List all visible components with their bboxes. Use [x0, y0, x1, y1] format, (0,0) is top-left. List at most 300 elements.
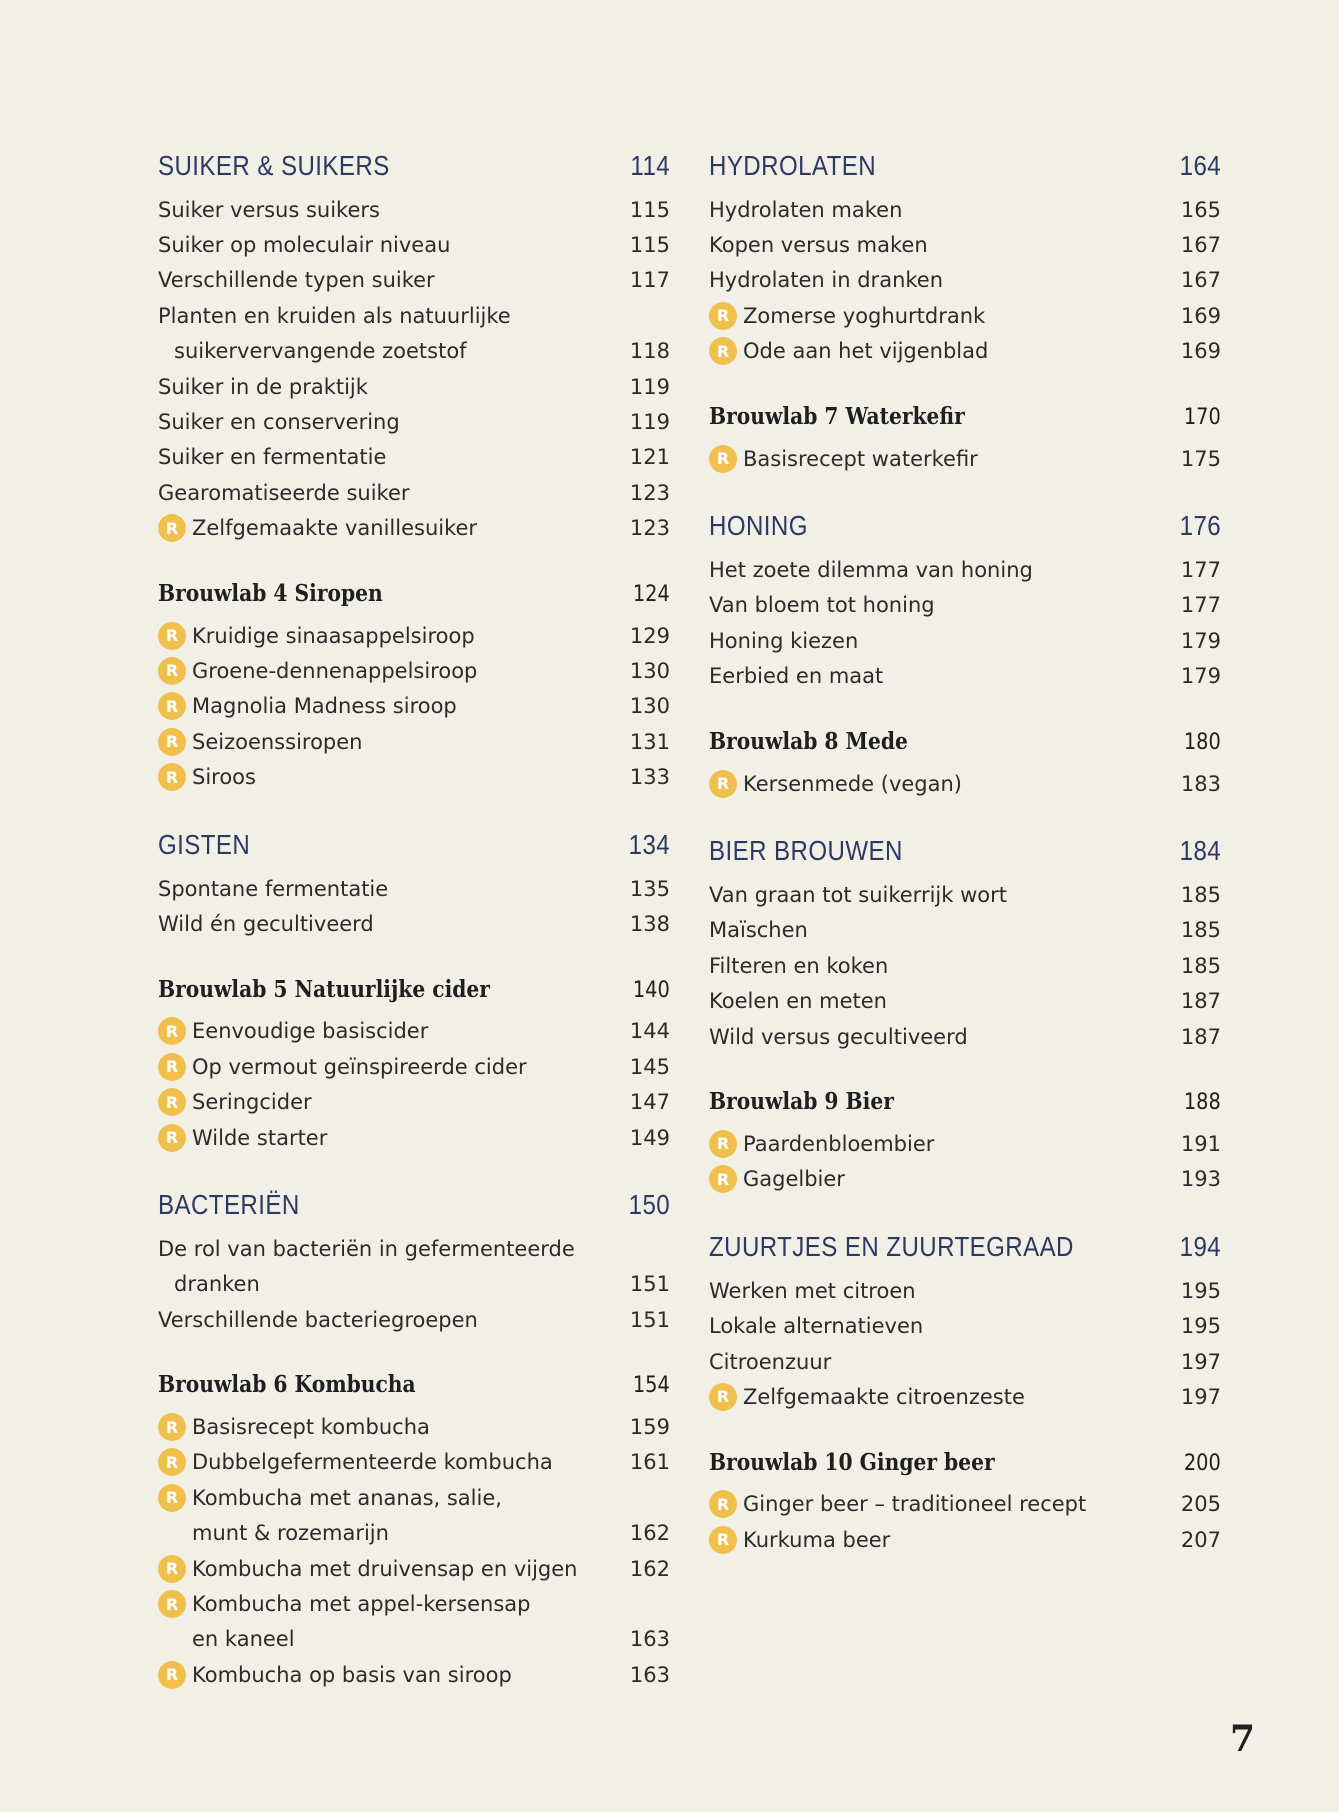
entry-left — [158, 1237, 575, 1261]
recipe-badge-icon: R — [158, 1555, 186, 1583]
entry-left — [709, 593, 935, 617]
toc-entry[interactable] — [709, 983, 1221, 1018]
toc-entry[interactable] — [709, 659, 1221, 694]
entry-page-number: 123 — [629, 480, 670, 505]
entry-page-number: 151 — [629, 1272, 670, 1297]
entry-left — [158, 1661, 512, 1689]
entry-left — [709, 445, 978, 473]
entry-title: Suiker in de praktijk — [158, 374, 368, 399]
recipe-entry[interactable] — [158, 1409, 670, 1444]
entry-title: Ode aan het vijgenblad — [743, 339, 989, 364]
entry-title: Gagelbier — [743, 1167, 845, 1192]
recipe-entry[interactable] — [709, 441, 1221, 476]
entry-title: Gearomatiseerde suiker — [158, 480, 410, 505]
entry-left — [158, 622, 475, 650]
recipe-entry[interactable] — [709, 1126, 1221, 1161]
recipe-entry[interactable] — [158, 1084, 670, 1119]
heading-page-number: 150 — [628, 1189, 671, 1221]
entry-page-number: 167 — [1180, 233, 1221, 258]
heading-title: Brouwlab 8 Mede — [709, 727, 908, 755]
toc-entry[interactable] — [158, 906, 670, 941]
toc-entry[interactable] — [709, 552, 1221, 587]
entry-left — [158, 1124, 327, 1152]
entry-page-number: 185 — [1180, 918, 1221, 943]
heading-page-number: 176 — [1179, 510, 1222, 542]
entry-title: Suiker versus suikers — [158, 197, 380, 222]
entry-title: Planten en kruiden als natuurlijke — [158, 303, 511, 328]
entry-left — [709, 558, 1033, 582]
chapter-heading[interactable] — [158, 1189, 670, 1231]
entry-title: Basisrecept waterkefir — [743, 446, 978, 471]
entry-left — [709, 1165, 845, 1193]
entry-left — [709, 1314, 923, 1338]
toc-entry[interactable] — [709, 913, 1221, 948]
toc-section — [709, 1088, 1221, 1197]
heading-title: Brouwlab 10 Ginger beer — [709, 1448, 995, 1476]
toc-column-left — [158, 150, 670, 1727]
toc-entry[interactable] — [709, 1273, 1221, 1308]
toc-section — [158, 1189, 670, 1337]
heading-page-number: 164 — [1179, 150, 1222, 181]
entry-left — [158, 1448, 553, 1476]
recipe-badge-icon: R — [709, 1526, 737, 1554]
entry-page-number: 115 — [629, 233, 670, 258]
entry-title: Hydrolaten maken — [709, 197, 903, 222]
entry-title: Ginger beer – traditioneel recept — [743, 1492, 1087, 1517]
recipe-entry[interactable] — [158, 724, 670, 759]
entry-page-number: 169 — [1180, 303, 1221, 328]
recipe-entry[interactable] — [158, 1586, 670, 1621]
recipe-entry[interactable] — [709, 334, 1221, 369]
toc-section — [158, 580, 670, 795]
entry-title: Wild én gecultiveerd — [158, 911, 374, 936]
recipe-entry[interactable] — [158, 759, 670, 794]
recipe-badge-icon: R — [709, 1490, 737, 1518]
recipe-badge-icon: R — [158, 763, 186, 791]
recipe-entry[interactable] — [158, 689, 670, 724]
entry-page-number: 162 — [629, 1521, 670, 1546]
recipe-entry[interactable] — [158, 1049, 670, 1084]
entry-left — [158, 1413, 430, 1441]
entry-page-number: 191 — [1180, 1131, 1221, 1156]
entry-page-number: 121 — [629, 445, 670, 470]
toc-entry[interactable] — [709, 227, 1221, 262]
toc-entry[interactable] — [158, 475, 670, 510]
recipe-badge-icon: R — [709, 770, 737, 798]
entry-page-number: 119 — [629, 410, 670, 435]
entry-title: Suiker op moleculair niveau — [158, 233, 451, 258]
entry-left — [158, 1272, 260, 1296]
heading-page-number: 184 — [1179, 835, 1222, 867]
entry-title: Van bloem tot honing — [709, 593, 935, 618]
entry-left — [709, 1383, 1025, 1411]
recipe-badge-icon: R — [158, 1484, 186, 1512]
entry-title: Groene-dennenappelsiroop — [192, 658, 478, 683]
entry-title: Wilde starter — [192, 1125, 328, 1150]
recipe-entry[interactable] — [709, 1487, 1221, 1522]
entry-page-number: 185 — [1180, 882, 1221, 907]
entry-left — [158, 233, 450, 257]
entry-page-number: 135 — [629, 876, 670, 901]
entry-title: Verschillende bacteriegroepen — [158, 1307, 478, 1332]
recipe-badge-icon: R — [158, 657, 186, 685]
entry-left — [709, 1350, 831, 1374]
entry-title: Werken met citroen — [709, 1278, 916, 1303]
recipe-badge-icon: R — [158, 1124, 186, 1152]
heading-page-number: 140 — [632, 977, 670, 1003]
entry-left — [158, 1308, 478, 1332]
entry-page-number: 159 — [629, 1415, 670, 1440]
recipe-badge-icon: R — [158, 622, 186, 650]
entry-title: en kaneel — [192, 1627, 295, 1652]
entry-left — [158, 514, 477, 542]
entry-left — [709, 1025, 968, 1049]
brouwlab-heading[interactable] — [709, 728, 1221, 766]
entry-page-number: 185 — [1180, 953, 1221, 978]
entry-page-number: 195 — [1180, 1314, 1221, 1339]
toc-entry[interactable] — [158, 334, 670, 369]
heading-title: HONING — [709, 510, 808, 542]
recipe-badge-icon: R — [158, 1088, 186, 1116]
toc-entry[interactable] — [158, 1302, 670, 1337]
entry-page-number: 129 — [629, 623, 670, 648]
entry-page-number: 123 — [629, 516, 670, 541]
heading-page-number: 114 — [630, 150, 671, 181]
entry-page-number: 138 — [629, 911, 670, 936]
entry-left — [709, 233, 928, 257]
chapter-heading[interactable] — [709, 1231, 1221, 1273]
toc-entry[interactable] — [158, 369, 670, 404]
entry-page-number: 144 — [629, 1019, 670, 1044]
recipe-badge-icon: R — [709, 1130, 737, 1158]
entry-title: Kersenmede (vegan) — [743, 771, 962, 796]
recipe-badge-icon: R — [709, 337, 737, 365]
entry-left — [158, 877, 388, 901]
toc-section — [158, 150, 670, 546]
chapter-heading[interactable] — [158, 829, 670, 871]
heading-page-number: 188 — [1183, 1090, 1221, 1116]
heading-page-number: 180 — [1183, 729, 1221, 755]
entry-left — [158, 410, 400, 434]
chapter-heading[interactable] — [158, 150, 670, 192]
entry-page-number: 147 — [629, 1090, 670, 1115]
entry-page-number: 133 — [629, 765, 670, 790]
entry-title: Zelfgemaakte vanillesuiker — [192, 516, 478, 541]
heading-title: SUIKER & SUIKERS — [158, 150, 390, 181]
heading-page-number: 194 — [1179, 1231, 1222, 1263]
entry-left — [158, 1053, 527, 1081]
entry-page-number: 115 — [629, 197, 670, 222]
entry-title: Kruidige sinaasappelsiroop — [192, 623, 475, 648]
entry-title: Citroenzuur — [709, 1349, 832, 1374]
page-number: 7 — [1230, 1718, 1256, 1760]
recipe-badge-icon: R — [158, 1413, 186, 1441]
toc-section — [158, 1371, 670, 1692]
toc-section — [709, 510, 1221, 694]
recipe-badge-icon: R — [158, 1448, 186, 1476]
entry-left — [158, 1521, 389, 1545]
heading-title: GISTEN — [158, 828, 251, 860]
entry-page-number: 187 — [1180, 989, 1221, 1014]
entry-title: Eerbied en maat — [709, 664, 884, 689]
entry-title: Paardenbloembier — [743, 1131, 935, 1156]
entry-left — [709, 337, 988, 365]
entry-page-number: 161 — [629, 1450, 670, 1475]
toc-entry[interactable] — [158, 1231, 670, 1266]
recipe-entry[interactable] — [709, 1162, 1221, 1197]
entry-page-number: 183 — [1180, 771, 1221, 796]
entry-left — [158, 1017, 428, 1045]
entry-page-number: 169 — [1180, 339, 1221, 364]
toc-section — [158, 976, 670, 1156]
entry-left — [709, 302, 985, 330]
heading-title: Brouwlab 6 Kombucha — [158, 1371, 416, 1399]
entry-left — [709, 664, 883, 688]
entry-page-number: 193 — [1180, 1167, 1221, 1192]
entry-title: Het zoete dilemma van honing — [709, 558, 1033, 583]
entry-title: Kombucha op basis van siroop — [192, 1662, 512, 1687]
heading-title: Brouwlab 7 Waterkefir — [709, 402, 965, 430]
entry-left — [709, 1279, 916, 1303]
entry-left — [709, 1526, 890, 1554]
entry-left — [709, 268, 943, 292]
entry-left — [158, 1555, 578, 1583]
recipe-entry[interactable] — [709, 766, 1221, 801]
entry-title: Seringcider — [192, 1090, 312, 1115]
entry-title: Maïschen — [709, 918, 808, 943]
entry-title: Zomerse yoghurtdrank — [743, 303, 986, 328]
entry-page-number: 149 — [629, 1125, 670, 1150]
entry-title: Kopen versus maken — [709, 233, 928, 258]
entry-left — [709, 770, 962, 798]
brouwlab-heading[interactable] — [709, 1449, 1221, 1487]
entry-page-number: 117 — [629, 268, 670, 293]
heading-page-number: 154 — [632, 1373, 670, 1399]
entry-title: Kombucha met druivensap en vijgen — [192, 1556, 578, 1581]
toc-entry[interactable] — [709, 263, 1221, 298]
heading-title: ZUURTJES EN ZUURTEGRAAD — [709, 1231, 1074, 1263]
entry-title: Van graan tot suikerrijk wort — [709, 882, 1007, 907]
entry-page-number: 197 — [1180, 1384, 1221, 1409]
entry-page-number: 151 — [629, 1307, 670, 1332]
toc-section — [709, 403, 1221, 476]
recipe-entry[interactable] — [158, 1014, 670, 1049]
entry-title: Dubbelgefermenteerde kombucha — [192, 1450, 553, 1475]
entry-title: Verschillende typen suiker — [158, 268, 435, 293]
toc-section — [709, 728, 1221, 801]
entry-left — [709, 918, 808, 942]
toc-entry[interactable] — [158, 1516, 670, 1551]
toc-entry[interactable] — [709, 877, 1221, 912]
entry-left — [158, 198, 380, 222]
entry-page-number: 177 — [1180, 558, 1221, 583]
recipe-entry[interactable] — [158, 1480, 670, 1515]
entry-title: Wild versus gecultiveerd — [709, 1024, 968, 1049]
entry-page-number: 130 — [629, 658, 670, 683]
recipe-badge-icon: R — [709, 445, 737, 473]
entry-left — [158, 339, 467, 363]
entry-title: Kombucha met ananas, salie, — [192, 1485, 502, 1510]
entry-left — [709, 954, 888, 978]
entry-left — [158, 763, 256, 791]
toc-column-right — [709, 150, 1221, 1591]
recipe-badge-icon: R — [158, 1590, 186, 1618]
toc-section — [709, 1449, 1221, 1558]
recipe-entry[interactable] — [709, 298, 1221, 333]
toc-entry[interactable] — [158, 192, 670, 227]
entry-left — [158, 1088, 312, 1116]
entry-title: Koelen en meten — [709, 989, 887, 1014]
entry-title: Honing kiezen — [709, 628, 859, 653]
recipe-badge-icon: R — [158, 692, 186, 720]
brouwlab-heading[interactable] — [709, 403, 1221, 441]
brouwlab-heading[interactable] — [158, 1371, 670, 1409]
entry-page-number: 177 — [1180, 593, 1221, 618]
toc-entry[interactable] — [158, 298, 670, 333]
brouwlab-heading[interactable] — [709, 1088, 1221, 1126]
entry-page-number: 207 — [1180, 1527, 1221, 1552]
entry-title: Eenvoudige basiscider — [192, 1019, 429, 1044]
recipe-entry[interactable] — [158, 1120, 670, 1155]
entry-left — [158, 481, 410, 505]
recipe-badge-icon: R — [709, 1165, 737, 1193]
entry-left — [158, 1484, 502, 1512]
entry-title: De rol van bacteriën in gefermenteerde — [158, 1236, 575, 1261]
toc-entry[interactable] — [709, 1308, 1221, 1343]
heading-title: BACTERIËN — [158, 1189, 300, 1221]
entry-left — [709, 883, 1007, 907]
entry-title: Kurkuma beer — [743, 1527, 891, 1552]
entry-page-number: 197 — [1180, 1349, 1221, 1374]
entry-page-number: 118 — [629, 339, 670, 364]
heading-title: HYDROLATEN — [709, 150, 877, 181]
entry-title: Spontane fermentatie — [158, 876, 389, 901]
toc-entry[interactable] — [709, 192, 1221, 227]
heading-page-number: 170 — [1183, 404, 1221, 430]
heading-title: Brouwlab 9 Bier — [709, 1088, 894, 1116]
entry-title: Siroos — [192, 765, 256, 790]
toc-entry[interactable] — [158, 1622, 670, 1657]
toc-entry[interactable] — [709, 948, 1221, 983]
heading-page-number: 134 — [628, 828, 671, 860]
toc-entry[interactable] — [709, 623, 1221, 658]
entry-page-number: 187 — [1180, 1024, 1221, 1049]
entry-left — [158, 268, 435, 292]
entry-page-number: 119 — [629, 374, 670, 399]
entry-left — [158, 912, 374, 936]
toc-entry[interactable] — [709, 588, 1221, 623]
toc-section — [709, 1231, 1221, 1415]
entry-page-number: 165 — [1180, 197, 1221, 222]
recipe-entry[interactable] — [158, 1445, 670, 1480]
toc-section — [709, 150, 1221, 369]
heading-page-number: 124 — [632, 581, 670, 607]
entry-title: Zelfgemaakte citroenzeste — [743, 1384, 1025, 1409]
recipe-badge-icon: R — [709, 1383, 737, 1411]
toc-section — [709, 835, 1221, 1054]
brouwlab-heading[interactable] — [158, 580, 670, 618]
recipe-badge-icon: R — [158, 514, 186, 542]
toc-entry[interactable] — [158, 227, 670, 262]
entry-left — [158, 728, 362, 756]
recipe-badge-icon: R — [158, 728, 186, 756]
chapter-heading[interactable] — [709, 835, 1221, 877]
toc-entry[interactable] — [158, 263, 670, 298]
entry-title: Lokale alternatieven — [709, 1314, 924, 1339]
heading-page-number: 200 — [1183, 1450, 1221, 1476]
entry-left — [158, 304, 511, 328]
brouwlab-heading[interactable] — [158, 976, 670, 1014]
entry-left — [709, 989, 887, 1013]
entry-page-number: 195 — [1180, 1278, 1221, 1303]
entry-title: Op vermout geïnspireerde cider — [192, 1054, 527, 1079]
entry-page-number: 145 — [629, 1054, 670, 1079]
chapter-heading[interactable] — [709, 510, 1221, 552]
toc-entry[interactable] — [158, 404, 670, 439]
entry-left — [158, 1590, 531, 1618]
entry-left — [709, 198, 902, 222]
entry-title: Suiker en conservering — [158, 410, 400, 435]
recipe-entry[interactable] — [158, 511, 670, 546]
entry-left — [158, 657, 477, 685]
toc-entry[interactable] — [158, 871, 670, 906]
entry-title: Kombucha met appel-kersensap — [192, 1592, 531, 1617]
recipe-badge-icon: R — [158, 1053, 186, 1081]
entry-title: dranken — [174, 1272, 260, 1297]
recipe-entry[interactable] — [158, 1657, 670, 1692]
entry-title: suikervervangende zoetstof — [174, 339, 467, 364]
toc-entry[interactable] — [158, 1267, 670, 1302]
entry-page-number: 179 — [1180, 628, 1221, 653]
entry-title: Filteren en koken — [709, 953, 889, 978]
entry-title: Suiker en fermentatie — [158, 445, 387, 470]
entry-page-number: 131 — [629, 729, 670, 754]
heading-title: Brouwlab 5 Natuurlijke cider — [158, 975, 490, 1003]
heading-title: BIER BROUWEN — [709, 835, 903, 867]
recipe-entry[interactable] — [158, 618, 670, 653]
entry-title: Hydrolaten in dranken — [709, 268, 944, 293]
entry-page-number: 130 — [629, 694, 670, 719]
recipe-entry[interactable] — [158, 653, 670, 688]
recipe-entry[interactable] — [158, 1551, 670, 1586]
entry-left — [709, 1130, 934, 1158]
entry-page-number: 162 — [629, 1556, 670, 1581]
entry-page-number: 163 — [629, 1662, 670, 1687]
entry-title: Magnolia Madness siroop — [192, 694, 457, 719]
entry-page-number: 205 — [1180, 1492, 1221, 1517]
entry-page-number: 167 — [1180, 268, 1221, 293]
entry-page-number: 179 — [1180, 664, 1221, 689]
entry-left — [158, 1627, 295, 1651]
entry-title: munt & rozemarijn — [192, 1521, 389, 1546]
toc-entry[interactable] — [709, 1344, 1221, 1379]
recipe-badge-icon: R — [158, 1017, 186, 1045]
heading-title: Brouwlab 4 Siropen — [158, 579, 383, 607]
recipe-entry[interactable] — [709, 1379, 1221, 1414]
entry-title: Basisrecept kombucha — [192, 1415, 430, 1440]
entry-title: Seizoenssiropen — [192, 729, 363, 754]
entry-page-number: 163 — [629, 1627, 670, 1652]
toc-section — [158, 829, 670, 942]
toc-entry[interactable] — [709, 1019, 1221, 1054]
entry-left — [158, 692, 457, 720]
entry-left — [709, 629, 858, 653]
entry-left — [709, 1490, 1086, 1518]
chapter-heading[interactable] — [709, 150, 1221, 192]
entry-left — [158, 445, 386, 469]
toc-entry[interactable] — [158, 440, 670, 475]
recipe-entry[interactable] — [709, 1522, 1221, 1557]
